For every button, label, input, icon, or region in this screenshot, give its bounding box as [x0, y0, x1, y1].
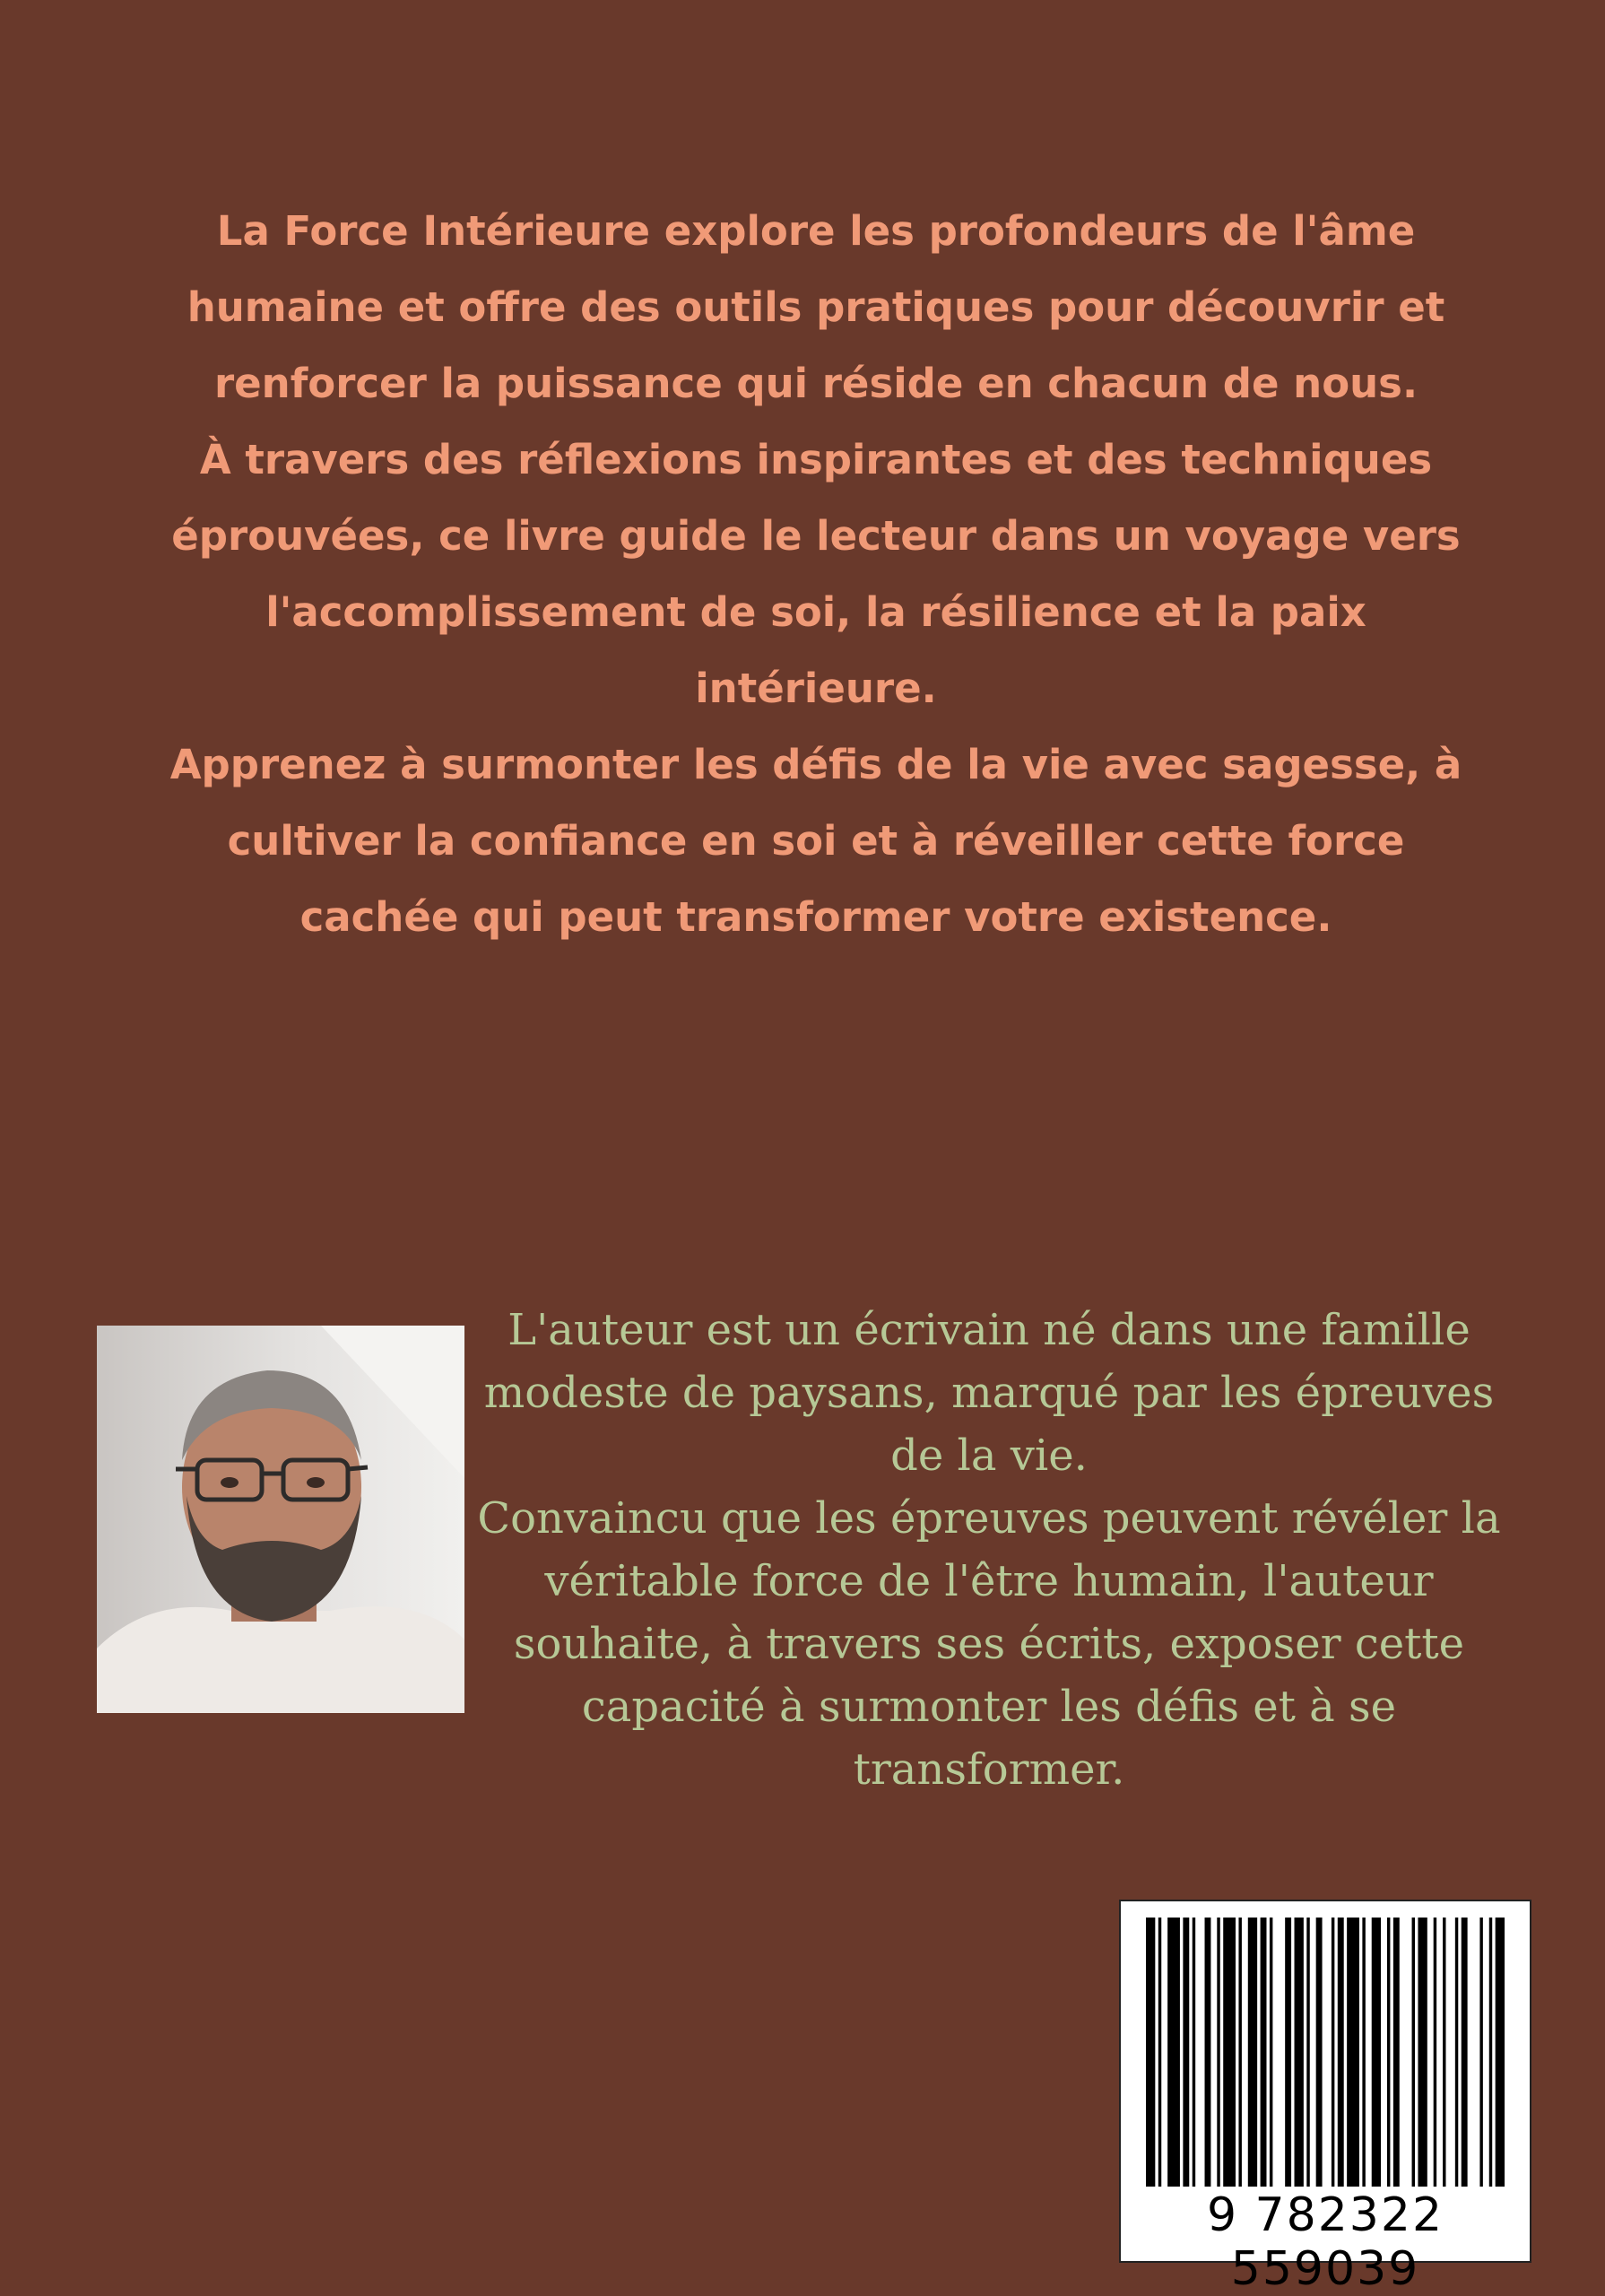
barcode-bar [1412, 1918, 1415, 2187]
barcode-bar [1362, 1918, 1365, 2187]
barcode-bar [1479, 1918, 1482, 2187]
barcode-bar [1167, 1918, 1180, 2187]
barcode-bar [1270, 1918, 1272, 2187]
barcode-bar [1285, 1918, 1291, 2187]
barcode-bar [1223, 1918, 1236, 2187]
barcode-bar [1455, 1918, 1458, 2187]
barcode-bar [1205, 1918, 1211, 2187]
barcode-bar [1295, 1918, 1304, 2187]
barcode-bar [1261, 1918, 1267, 2187]
blurb-paragraph-3: Apprenez à surmonter les défis de la vie avec sagesse, à cultiver la confiance en soi et à réveiller cette force cachée qui peut transformer votre existence. [169, 741, 1462, 941]
barcode-bar [1306, 1918, 1309, 2187]
barcode-bar [1443, 1918, 1445, 2187]
barcode-bar [1462, 1918, 1468, 2187]
barcode-bar [1332, 1918, 1334, 2187]
isbn-number: 9 782322 559039 [1206, 2188, 1444, 2296]
author-bio-paragraph-2: Convaincu que les épreuves peuvent révéler la véritable force de l'être humain, l'auteur souhaite, à travers ses écrits, exposer cette capacité à surmonter les défis et à se transformer. [477, 1493, 1501, 1795]
barcode-bar [1393, 1918, 1400, 2187]
author-photo [97, 1326, 464, 1713]
barcode-bar [1338, 1918, 1344, 2187]
author-bio-paragraph-1: L'auteur est un écrivain né dans une famille modeste de paysans, marqué par les épreuves de la vie. [483, 1305, 1495, 1481]
barcode-bar [1372, 1918, 1381, 2187]
barcode-bar [1347, 1918, 1359, 2187]
barcode-bar [1489, 1918, 1492, 2187]
barcode-bar [1183, 1918, 1189, 2187]
barcode-bar [1387, 1918, 1390, 2187]
blurb-paragraph-1: La Force Intérieure explore les profondeurs de l'âme humaine et offre des outils pratiques pour découvrir et renforcer la puissance qui réside en chacun de nous. [187, 207, 1445, 407]
barcode-bar [1146, 1918, 1155, 2187]
barcode-bar [1248, 1918, 1257, 2187]
blurb-paragraph-2: À travers des réflexions inspirantes et des techniques éprouvées, ce livre guide le lecteur dans un voyage vers l'accomplissement de soi, la résilience et la paix intérieure. [171, 436, 1461, 712]
back-cover-blurb [143, 193, 1488, 955]
barcode-bar [1434, 1918, 1436, 2187]
barcode-bar [1418, 1918, 1427, 2187]
barcode-bar [1316, 1918, 1323, 2187]
barcode-bar [1238, 1918, 1241, 2187]
barcode-bar [1158, 1918, 1161, 2187]
barcode-bar [1193, 1918, 1195, 2187]
isbn-barcode [1119, 1900, 1531, 2296]
barcode-bar [1217, 1918, 1219, 2187]
barcode-bars [1146, 1918, 1505, 2187]
barcode-bar [1496, 1918, 1505, 2187]
author-portrait-illustration [97, 1326, 464, 1713]
author-bio [473, 1299, 1505, 1801]
